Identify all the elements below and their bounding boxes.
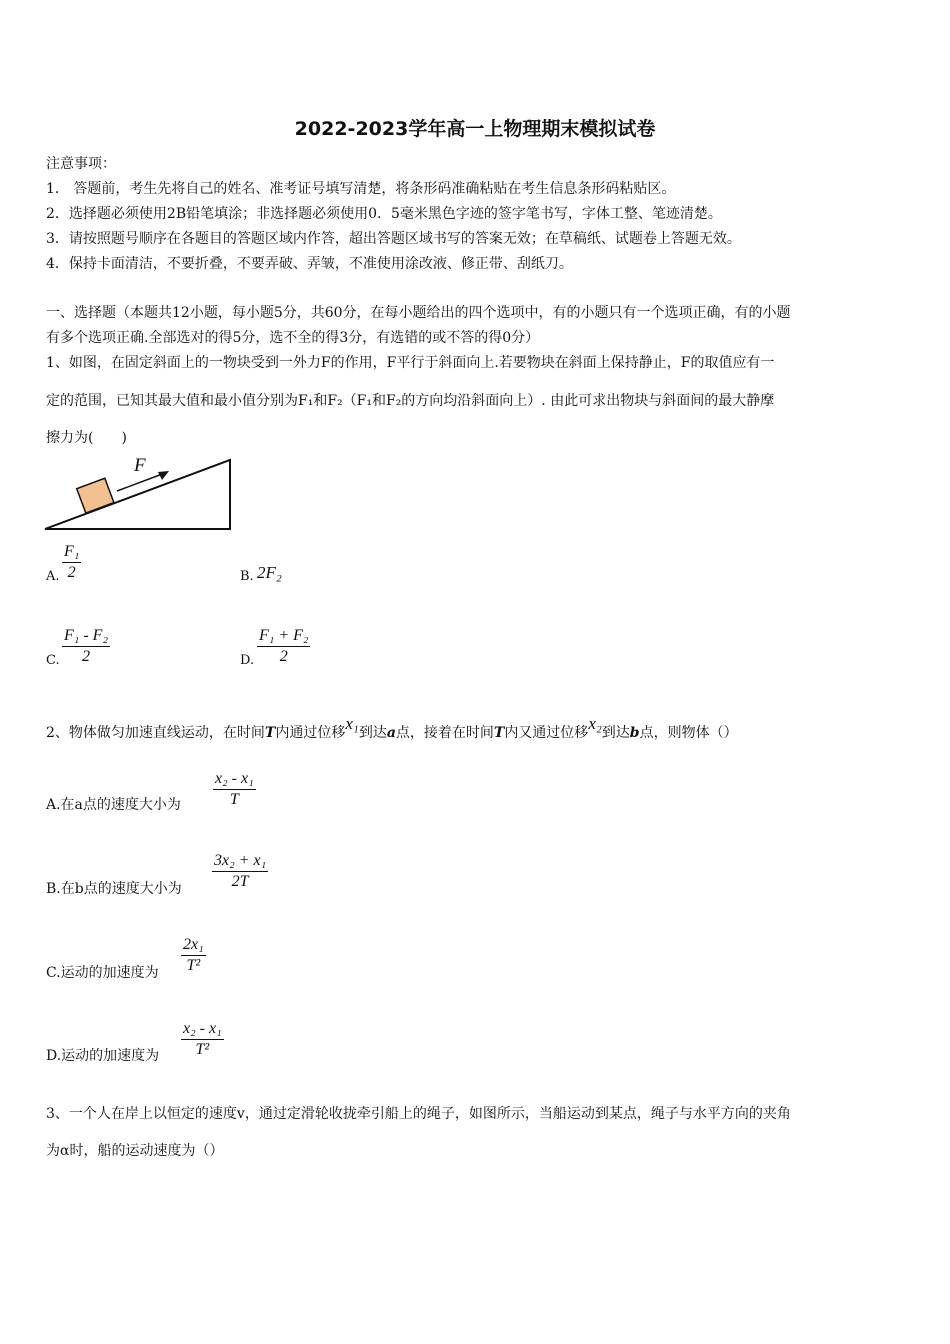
notice-item: 3．请按照题号顺序在各题目的答题区域内作答，超出答题区域书写的答案无效；在草稿纸、试题卷上答题无效。 [46, 231, 741, 247]
notice-item: 1． 答题前，考生先将自己的姓名、准考证号填写清楚，将条形码准确粘贴在考生信息条形码粘贴区。 [46, 181, 676, 197]
q1-stem: 擦力为( ) [46, 430, 127, 446]
q1-option-d-label: D. [240, 653, 255, 668]
section-heading-cont: 有多个选项正确.全部选对的得5分，选不全的得3分，有选错的或不答的得0分） [46, 330, 540, 346]
notice-item: 2．选择题必须使用2B铅笔填涂；非选择题必须使用0．5毫米黑色字迹的签字笔书写，字体工整、笔迹清楚。 [46, 206, 722, 222]
notice-item: 4．保持卡面清洁，不要折叠，不要弄破、弄皱，不准使用涂改液、修正带、刮纸刀。 [46, 256, 573, 272]
q1-stem: 1、如图，在固定斜面上的一物块受到一外力F的作用，F平行于斜面向上.若要物块在斜面上保持静止，F的取值应有一 [46, 355, 775, 371]
q2-option-b: $\frac{\text{3x₂ + x₁}}{2T}$ [214, 852, 267, 890]
q1-stem: 定的范围，已知其最大值和最小值分别为F₁和F₂（F₁和F₂的方向均沿斜面向上）. 由此可求出物块与斜面间的最大静摩 [46, 393, 775, 409]
q1-option-c-label: C. [46, 653, 60, 668]
q2-option-a-text: A.在a点的速度大小为 [46, 797, 181, 813]
incline-figure [40, 452, 240, 534]
force-label: F [134, 455, 146, 476]
q2-option-b-text: B.在b点的速度大小为 [46, 881, 182, 897]
page-title: 2022-2023学年高一上物理期末模拟试卷 [294, 118, 656, 140]
q1-option-b: 2F₂ [257, 563, 282, 582]
q3-stem: 3、一个人在岸上以恒定的速度v，通过定滑轮收拢牵引船上的绳子，如图所示，当船运动到某点，绳子与水平方向的夹角 [46, 1106, 791, 1122]
q2-option-d: $\frac{\text{x₂ - x₁}}{\text{T²}}$ [183, 1020, 222, 1058]
q1-option-b-label: B. [240, 569, 254, 584]
q2-stem: 2、物体做匀加速直线运动，在时间T内通过位移x₁到达a点，接着在时间T内又通过位移x₂到达b点，则物体（） [46, 714, 738, 741]
q2-option-c-text: C.运动的加速度为 [46, 965, 159, 981]
q1-option-a: $\frac{\text{F₁}}{2}$ [64, 543, 80, 581]
q1-option-d: $\frac{\text{F₁ + F₂}}{2}$ [259, 627, 309, 665]
q3-stem: 为α时，船的运动速度为（） [46, 1143, 224, 1159]
section-heading: 一、选择题（本题共12小题，每小题5分，共60分，在每小题给出的四个选项中，有的小题只有一个选项正确，有的小题 [46, 305, 791, 321]
q1-option-c: $\frac{\text{F₁ - F₂}}{2}$ [64, 627, 108, 665]
q2-option-c: $\frac{\text{2x₁}}{\text{T²}}$ [183, 936, 204, 974]
block [77, 478, 114, 513]
q1-option-a-label: A. [46, 569, 60, 584]
q2-option-d-text: D.运动的加速度为 [46, 1048, 160, 1064]
q2-option-a: $\frac{\text{x₂ - x₁}}{T}$ [215, 770, 254, 808]
notice-heading: 注意事项： [46, 156, 116, 172]
